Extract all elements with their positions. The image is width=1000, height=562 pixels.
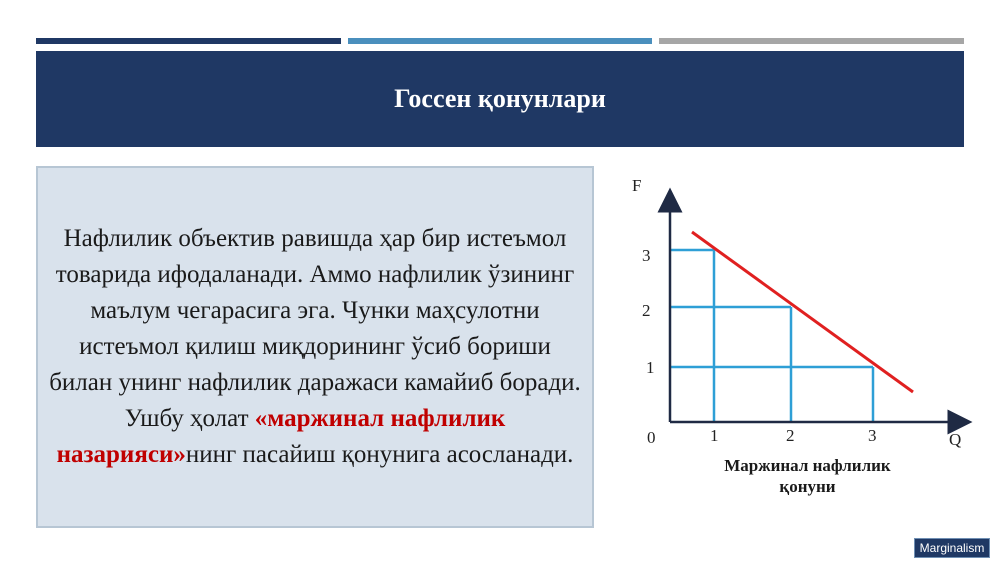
y-axis-label: F	[632, 176, 642, 195]
caption-line-1: Маржинал нафлилик	[724, 456, 891, 475]
decor-bar-navy	[36, 38, 341, 44]
body-text-part2: нинг пасайиш қонунига асосланади.	[185, 441, 574, 468]
x-axis-label: Q	[949, 430, 962, 449]
y-tick-3: 3	[642, 246, 651, 265]
marginalism-badge: Marginalism	[914, 538, 990, 558]
slide-title: Госсен қонунлари	[394, 84, 606, 113]
y-tick-2: 2	[642, 301, 651, 320]
highlight-term: «маржинал нафлилик назарияси»	[56, 405, 506, 468]
marginal-utility-diagram	[600, 160, 1000, 510]
body-text-part1: Нафлилик объектив равишда ҳар бир истеъмол товарида ифодаланади. Аммо нафлилик ўзининг маълум чегарасига эга. Чунки маҳсулотни истеъмол қилиш миқдорининг ўсиб бориши билан унинг нафлилик даражаси камайиб боради. Ушбу ҳолат	[49, 225, 581, 432]
body-text	[38, 221, 592, 473]
caption-line-2: қонуни	[779, 477, 836, 496]
y-tick-1: 1	[646, 358, 655, 377]
x-tick-3: 3	[868, 426, 877, 445]
origin-label: 0	[647, 428, 656, 447]
x-tick-2: 2	[786, 426, 795, 445]
grid-lines	[670, 250, 873, 422]
text-box	[36, 166, 594, 528]
decor-bar-gray	[659, 38, 964, 44]
x-tick-1: 1	[710, 426, 719, 445]
diagram-caption	[700, 455, 915, 497]
decor-bar-blue	[348, 38, 652, 44]
title-banner	[36, 51, 964, 147]
